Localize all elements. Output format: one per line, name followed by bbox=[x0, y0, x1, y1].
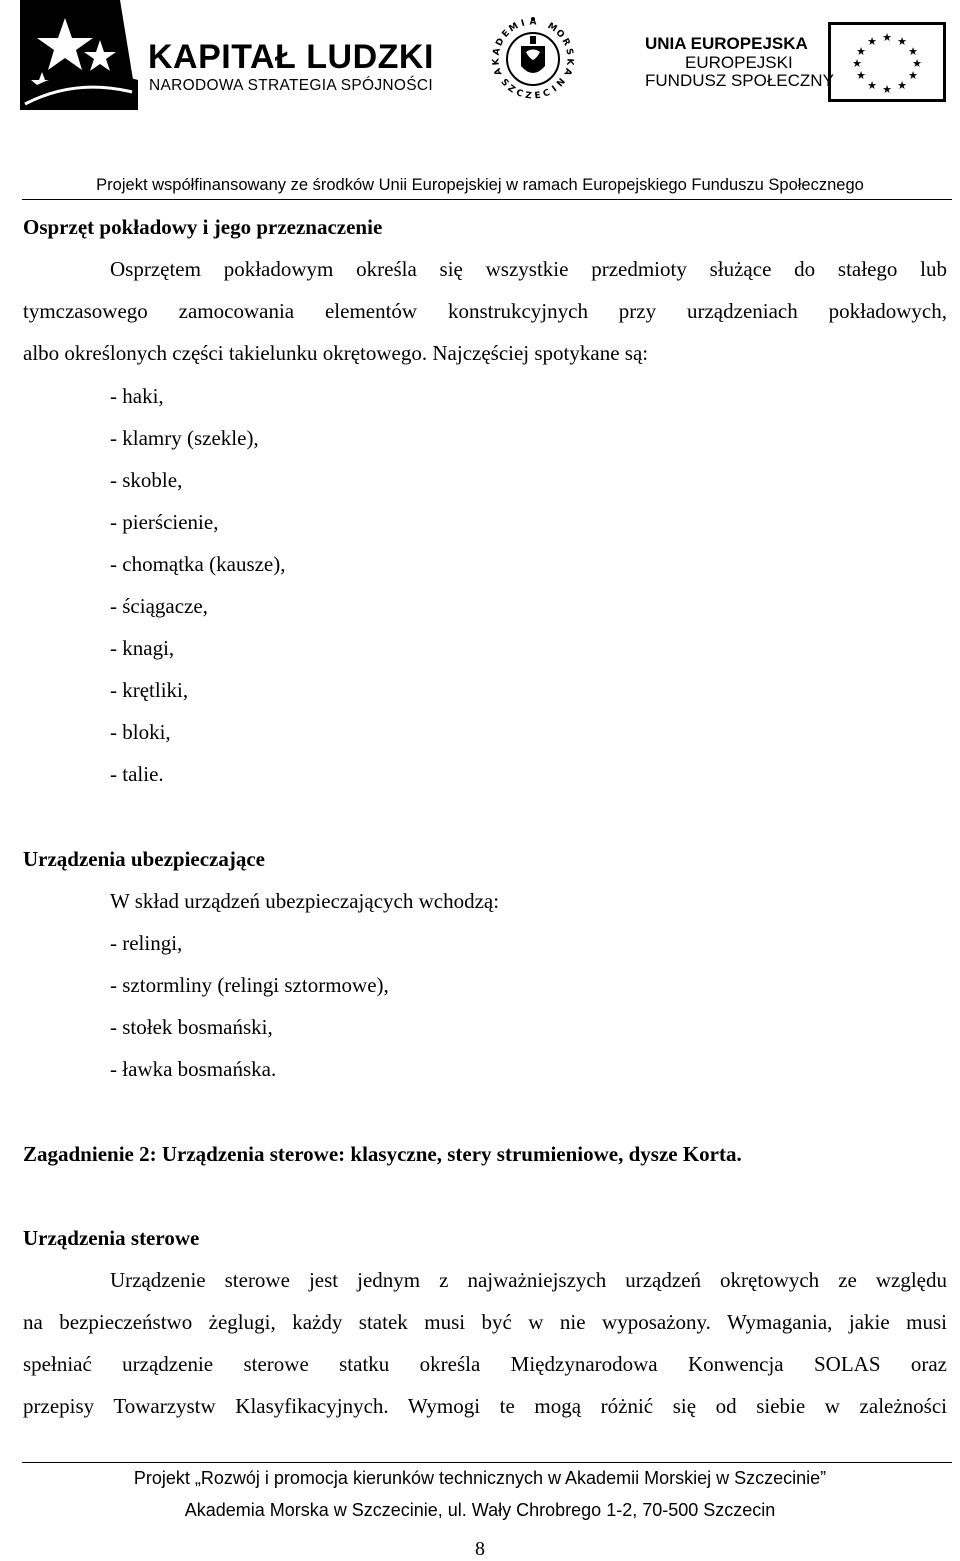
svg-text:★: ★ bbox=[897, 79, 907, 92]
svg-text:R: R bbox=[559, 36, 572, 48]
svg-text:I: I bbox=[550, 84, 560, 95]
list-item: - haki, bbox=[110, 384, 164, 408]
svg-text:Z: Z bbox=[505, 83, 517, 96]
paragraph-line: spełniać urządzenie sterowe statku określa Międzynarodowa Konwencja SOLAS oraz bbox=[23, 1352, 947, 1376]
svg-text:A: A bbox=[561, 66, 574, 77]
footer-project-line: Projekt „Rozwój i promocja kierunków technicznych w Akademii Morskiej w Szczecinie” bbox=[133, 1468, 827, 1488]
svg-text:★: ★ bbox=[867, 35, 877, 48]
akademia-morska-logo bbox=[488, 14, 578, 104]
kapital-ludzki-subtitle: NARODOWA STRATEGIA SPÓJNOŚCI bbox=[149, 77, 433, 94]
paragraph-line: tymczasowego zamocowania elementów konstrukcyjnych przy urządzeniach pokładowych, bbox=[23, 299, 947, 323]
svg-text:S: S bbox=[563, 47, 575, 56]
list-item: - talie. bbox=[110, 762, 164, 786]
svg-text:S: S bbox=[498, 77, 511, 89]
section-heading-osprzet: Osprzęt pokładowy i jego przeznaczenie bbox=[23, 215, 383, 239]
svg-text:K: K bbox=[564, 57, 575, 66]
svg-text:N: N bbox=[555, 77, 568, 90]
eu-flag-icon bbox=[828, 22, 946, 102]
svg-text:A: A bbox=[491, 47, 503, 57]
list-item: - relingi, bbox=[110, 931, 183, 955]
list-item: - skoble, bbox=[110, 468, 183, 492]
section-heading-zagadnienie-2: Zagadnienie 2: Urządzenia sterowe: klasyczne, stery strumieniowe, dysze Korta. bbox=[23, 1142, 742, 1166]
svg-text:M: M bbox=[545, 21, 559, 35]
svg-text:M: M bbox=[507, 21, 521, 35]
paragraph-line: na bezpieczeństwo żeglugi, każdy statek musi być w nie wyposażony. Wymagania, jakie musi bbox=[23, 1310, 947, 1334]
footer-divider bbox=[22, 1462, 952, 1463]
paragraph-line: przepisy Towarzystw Klasyfikacyjnych. Wymogi te mogą różnić się od siebie w zależności bbox=[23, 1394, 947, 1418]
list-item: - ściągacze, bbox=[110, 594, 208, 618]
svg-text:★: ★ bbox=[856, 45, 866, 58]
svg-text:O: O bbox=[553, 27, 567, 41]
svg-text:★: ★ bbox=[856, 69, 866, 82]
kapital-ludzki-title: KAPITAŁ LUDZKI bbox=[148, 38, 434, 76]
svg-text:★: ★ bbox=[852, 57, 862, 70]
svg-text:C: C bbox=[541, 88, 552, 100]
svg-text:A: A bbox=[529, 17, 537, 28]
svg-text:C: C bbox=[514, 88, 525, 100]
svg-text:★: ★ bbox=[908, 45, 918, 58]
svg-text:Z: Z bbox=[524, 90, 533, 102]
list-item: - sztormliny (relingi sztormowe), bbox=[110, 973, 389, 997]
svg-text:★: ★ bbox=[897, 35, 907, 48]
kapital-ludzki-logo bbox=[20, 0, 440, 110]
list-item: - krętliki, bbox=[110, 678, 189, 702]
list-item: - ławka bosmańska. bbox=[110, 1057, 277, 1081]
eu-title: UNIA EUROPEJSKA bbox=[645, 34, 808, 53]
svg-text:★: ★ bbox=[867, 79, 877, 92]
paragraph-line: Urządzenie sterowe jest jednym z najważniejszych urządzeń okrętowych ze względu bbox=[110, 1268, 947, 1292]
kapital-ludzki-emblem-icon bbox=[20, 0, 138, 110]
header-divider bbox=[22, 199, 952, 200]
section-heading-urzadzenia-ubezpieczajace: Urządzenia ubezpieczające bbox=[23, 847, 266, 871]
list-item: - stołek bosmański, bbox=[110, 1015, 273, 1039]
svg-text:★: ★ bbox=[908, 69, 918, 82]
svg-text:★: ★ bbox=[882, 31, 892, 44]
svg-text:A: A bbox=[492, 66, 505, 77]
list-item: - klamry (szekle), bbox=[110, 426, 259, 450]
svg-text:★: ★ bbox=[882, 83, 892, 96]
eu-subtitle-1: EUROPEJSKI bbox=[685, 53, 793, 72]
svg-text:I: I bbox=[520, 18, 527, 30]
page-number: 8 bbox=[475, 1538, 485, 1560]
svg-text:D: D bbox=[494, 36, 507, 48]
list-item: - knagi, bbox=[110, 636, 175, 660]
svg-text:E: E bbox=[500, 28, 513, 40]
paragraph-line: albo określonych części takielunku okrętowego. Najczęściej spotykane są: bbox=[23, 341, 649, 365]
project-cofinancing-line: Projekt współfinansowany ze środków Unii Europejskiej w ramach Europejskiego Funduszu Społecznego bbox=[96, 176, 864, 194]
svg-text:★: ★ bbox=[912, 57, 922, 70]
list-item: - chomątka (kausze), bbox=[110, 552, 286, 576]
paragraph-line: Osprzętem pokładowym określa się wszystkie przedmioty służące do stałego lub bbox=[110, 257, 947, 281]
svg-text:K: K bbox=[491, 57, 502, 66]
list-item: - pierścienie, bbox=[110, 510, 219, 534]
akademia-morska-emblem-icon bbox=[488, 14, 578, 104]
unia-europejska-logo bbox=[645, 22, 945, 112]
eu-subtitle-2: FUNDUSZ SPOŁECZNY bbox=[645, 71, 834, 90]
footer-address-line: Akademia Morska w Szczecinie, ul. Wały Chrobrego 1-2, 70-500 Szczecin bbox=[184, 1500, 776, 1520]
list-item: - bloki, bbox=[110, 720, 171, 744]
section-heading-urzadzenia-sterowe: Urządzenia sterowe bbox=[23, 1226, 200, 1250]
svg-text:E: E bbox=[533, 90, 542, 102]
paragraph-line: W skład urządzeń ubezpieczających wchodzą: bbox=[110, 889, 500, 913]
